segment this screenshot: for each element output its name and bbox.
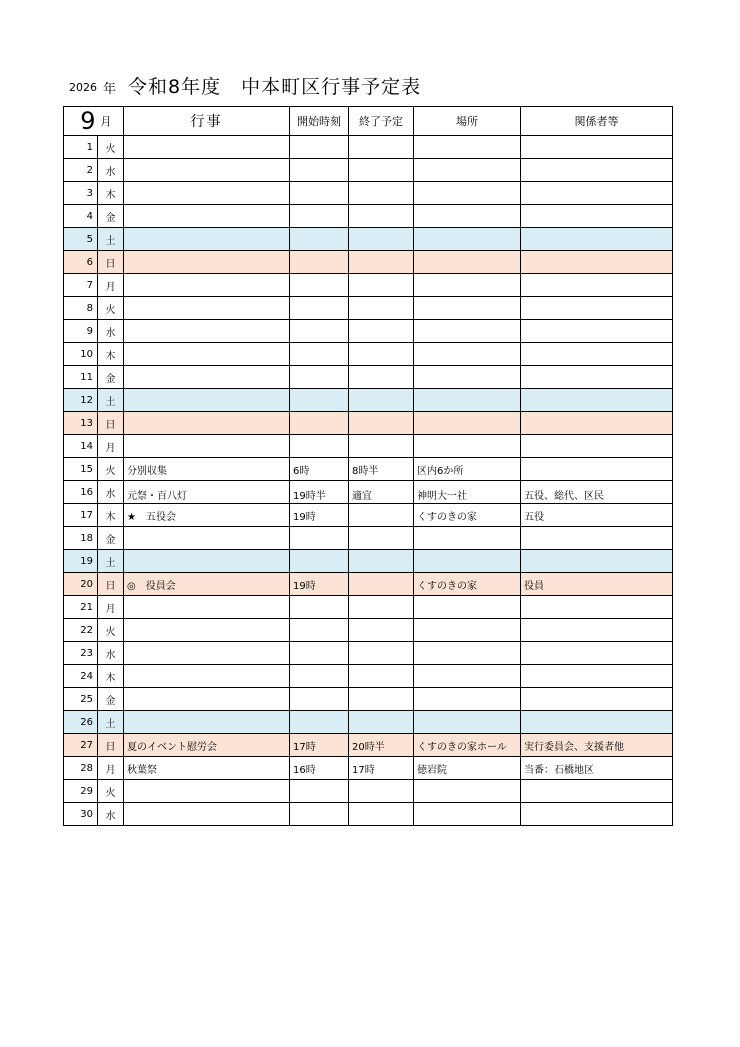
place-cell — [414, 251, 521, 274]
table-row — [64, 573, 673, 596]
people-cell — [521, 458, 673, 481]
table-row — [64, 688, 673, 711]
place-cell — [414, 389, 521, 412]
day-cell: 6 — [64, 251, 98, 274]
place-cell — [414, 274, 521, 297]
month-number: 9 — [64, 107, 98, 136]
people-cell — [521, 412, 673, 435]
place-cell — [414, 665, 521, 688]
event-cell — [124, 389, 290, 412]
column-header-event: 行事 — [124, 107, 290, 136]
people-cell — [521, 711, 673, 734]
people-cell — [521, 274, 673, 297]
event-cell: 元祭・百八灯 — [124, 481, 290, 504]
day-cell: 22 — [64, 619, 98, 642]
start-time-cell — [290, 159, 349, 182]
place-cell — [414, 550, 521, 573]
place-cell — [414, 711, 521, 734]
table-row — [64, 159, 673, 182]
event-cell — [124, 343, 290, 366]
day-cell: 7 — [64, 274, 98, 297]
place-cell — [414, 205, 521, 228]
people-cell: 役員 — [521, 573, 673, 596]
start-time-cell — [290, 803, 349, 826]
end-time-cell — [349, 596, 414, 619]
day-cell: 30 — [64, 803, 98, 826]
place-cell: くすのきの家ホール — [414, 734, 521, 757]
table-row — [64, 527, 673, 550]
weekday-cell: 金 — [98, 205, 124, 228]
day-cell: 11 — [64, 366, 98, 389]
event-cell — [124, 711, 290, 734]
people-cell — [521, 205, 673, 228]
page-title: 令和8年度 中本町区行事予定表 — [128, 76, 422, 98]
title-year: 2026 — [69, 81, 97, 94]
place-cell — [414, 320, 521, 343]
schedule-table — [63, 106, 673, 826]
weekday-cell: 水 — [98, 320, 124, 343]
place-cell — [414, 412, 521, 435]
event-cell — [124, 366, 290, 389]
end-time-cell — [349, 550, 414, 573]
people-cell: 実行委員会、支援者他 — [521, 734, 673, 757]
end-time-cell: 適宜 — [349, 481, 414, 504]
event-cell — [124, 228, 290, 251]
event-cell: 分別収集 — [124, 458, 290, 481]
weekday-cell: 木 — [98, 665, 124, 688]
place-cell — [414, 343, 521, 366]
weekday-cell: 土 — [98, 550, 124, 573]
place-cell — [414, 435, 521, 458]
end-time-cell — [349, 228, 414, 251]
event-cell — [124, 182, 290, 205]
end-time-cell — [349, 642, 414, 665]
weekday-cell: 木 — [98, 182, 124, 205]
people-cell — [521, 803, 673, 826]
table-row — [64, 757, 673, 780]
day-cell: 29 — [64, 780, 98, 803]
weekday-cell: 日 — [98, 251, 124, 274]
people-cell — [521, 159, 673, 182]
table-row — [64, 274, 673, 297]
end-time-cell — [349, 527, 414, 550]
event-cell — [124, 619, 290, 642]
day-cell: 19 — [64, 550, 98, 573]
start-time-cell: 6時 — [290, 458, 349, 481]
header-row — [64, 107, 673, 136]
weekday-cell: 月 — [98, 435, 124, 458]
place-cell — [414, 688, 521, 711]
event-cell — [124, 803, 290, 826]
end-time-cell — [349, 619, 414, 642]
end-time-cell — [349, 274, 414, 297]
event-cell — [124, 665, 290, 688]
end-time-cell — [349, 320, 414, 343]
start-time-cell — [290, 527, 349, 550]
table-row — [64, 182, 673, 205]
weekday-cell: 金 — [98, 688, 124, 711]
event-cell — [124, 527, 290, 550]
event-cell — [124, 642, 290, 665]
event-cell — [124, 251, 290, 274]
event-cell — [124, 320, 290, 343]
end-time-cell — [349, 780, 414, 803]
people-cell — [521, 435, 673, 458]
weekday-cell: 火 — [98, 297, 124, 320]
title-year-suffix: 年 — [103, 82, 117, 97]
people-cell — [521, 228, 673, 251]
day-cell: 8 — [64, 297, 98, 320]
end-time-cell — [349, 159, 414, 182]
weekday-cell: 月 — [98, 596, 124, 619]
table-row — [64, 205, 673, 228]
weekday-cell: 火 — [98, 458, 124, 481]
event-cell — [124, 274, 290, 297]
place-cell — [414, 228, 521, 251]
place-cell — [414, 619, 521, 642]
place-cell — [414, 596, 521, 619]
weekday-cell: 金 — [98, 366, 124, 389]
start-time-cell — [290, 297, 349, 320]
end-time-cell — [349, 182, 414, 205]
table-row — [64, 343, 673, 366]
weekday-cell: 水 — [98, 159, 124, 182]
weekday-cell: 土 — [98, 711, 124, 734]
day-cell: 18 — [64, 527, 98, 550]
table-row — [64, 504, 673, 527]
day-cell: 13 — [64, 412, 98, 435]
end-time-cell — [349, 711, 414, 734]
table-row — [64, 803, 673, 826]
end-time-cell — [349, 803, 414, 826]
page-header — [65, 72, 675, 102]
event-cell — [124, 159, 290, 182]
weekday-cell: 木 — [98, 343, 124, 366]
start-time-cell — [290, 619, 349, 642]
end-time-cell: 17時 — [349, 757, 414, 780]
table-row — [64, 665, 673, 688]
weekday-cell: 水 — [98, 642, 124, 665]
event-cell — [124, 136, 290, 159]
people-cell — [521, 297, 673, 320]
end-time-cell — [349, 297, 414, 320]
weekday-cell: 火 — [98, 780, 124, 803]
column-header-start: 開始時刻 — [290, 107, 349, 136]
start-time-cell — [290, 688, 349, 711]
weekday-cell: 火 — [98, 136, 124, 159]
event-cell — [124, 412, 290, 435]
weekday-cell: 日 — [98, 734, 124, 757]
event-cell — [124, 688, 290, 711]
people-cell — [521, 366, 673, 389]
column-header-end: 終了予定 — [349, 107, 414, 136]
start-time-cell — [290, 550, 349, 573]
people-cell — [521, 596, 673, 619]
place-cell — [414, 159, 521, 182]
weekday-cell: 月 — [98, 274, 124, 297]
event-cell — [124, 596, 290, 619]
start-time-cell — [290, 205, 349, 228]
people-cell — [521, 389, 673, 412]
start-time-cell — [290, 228, 349, 251]
weekday-cell: 日 — [98, 573, 124, 596]
end-time-cell — [349, 665, 414, 688]
day-cell: 17 — [64, 504, 98, 527]
end-time-cell — [349, 504, 414, 527]
start-time-cell — [290, 251, 349, 274]
event-cell: 夏のイベント慰労会 — [124, 734, 290, 757]
end-time-cell — [349, 412, 414, 435]
day-cell: 12 — [64, 389, 98, 412]
start-time-cell — [290, 435, 349, 458]
table-row — [64, 435, 673, 458]
table-row — [64, 780, 673, 803]
table-row — [64, 642, 673, 665]
people-cell — [521, 182, 673, 205]
weekday-cell: 金 — [98, 527, 124, 550]
start-time-cell — [290, 412, 349, 435]
place-cell — [414, 366, 521, 389]
people-cell — [521, 642, 673, 665]
start-time-cell — [290, 136, 349, 159]
day-cell: 14 — [64, 435, 98, 458]
event-cell — [124, 297, 290, 320]
table-row — [64, 297, 673, 320]
table-row — [64, 389, 673, 412]
day-cell: 1 — [64, 136, 98, 159]
weekday-cell: 火 — [98, 619, 124, 642]
day-cell: 2 — [64, 159, 98, 182]
people-cell — [521, 780, 673, 803]
start-time-cell: 16時 — [290, 757, 349, 780]
start-time-cell — [290, 780, 349, 803]
start-time-cell — [290, 366, 349, 389]
event-cell: 秋葉祭 — [124, 757, 290, 780]
start-time-cell — [290, 711, 349, 734]
table-row — [64, 320, 673, 343]
event-cell — [124, 780, 290, 803]
table-row — [64, 550, 673, 573]
column-header-people: 関係者等 — [521, 107, 673, 136]
day-cell: 5 — [64, 228, 98, 251]
table-row — [64, 458, 673, 481]
event-cell: ★ 五役会 — [124, 504, 290, 527]
people-cell — [521, 343, 673, 366]
place-cell — [414, 642, 521, 665]
event-cell — [124, 435, 290, 458]
weekday-cell: 土 — [98, 389, 124, 412]
table-row — [64, 711, 673, 734]
place-cell — [414, 527, 521, 550]
start-time-cell — [290, 320, 349, 343]
people-cell — [521, 251, 673, 274]
start-time-cell — [290, 182, 349, 205]
place-cell: くすのきの家 — [414, 504, 521, 527]
people-cell: 五役、総代、区民 — [521, 481, 673, 504]
end-time-cell — [349, 435, 414, 458]
end-time-cell — [349, 343, 414, 366]
end-time-cell — [349, 389, 414, 412]
start-time-cell: 19時半 — [290, 481, 349, 504]
event-cell: ◎ 役員会 — [124, 573, 290, 596]
start-time-cell — [290, 343, 349, 366]
end-time-cell — [349, 688, 414, 711]
day-cell: 16 — [64, 481, 98, 504]
table-row — [64, 596, 673, 619]
start-time-cell: 17時 — [290, 734, 349, 757]
end-time-cell — [349, 366, 414, 389]
end-time-cell: 20時半 — [349, 734, 414, 757]
weekday-cell: 水 — [98, 803, 124, 826]
start-time-cell: 19時 — [290, 573, 349, 596]
start-time-cell — [290, 389, 349, 412]
table-row — [64, 251, 673, 274]
start-time-cell: 19時 — [290, 504, 349, 527]
day-cell: 28 — [64, 757, 98, 780]
weekday-cell: 土 — [98, 228, 124, 251]
people-cell — [521, 136, 673, 159]
end-time-cell — [349, 205, 414, 228]
day-cell: 23 — [64, 642, 98, 665]
place-cell: 区内6か所 — [414, 458, 521, 481]
place-cell — [414, 780, 521, 803]
start-time-cell — [290, 665, 349, 688]
day-cell: 3 — [64, 182, 98, 205]
day-cell: 15 — [64, 458, 98, 481]
people-cell: 五役 — [521, 504, 673, 527]
table-row — [64, 228, 673, 251]
start-time-cell — [290, 596, 349, 619]
place-cell — [414, 297, 521, 320]
people-cell — [521, 527, 673, 550]
weekday-cell: 木 — [98, 504, 124, 527]
start-time-cell — [290, 274, 349, 297]
event-cell — [124, 205, 290, 228]
place-cell — [414, 182, 521, 205]
end-time-cell — [349, 136, 414, 159]
day-cell: 9 — [64, 320, 98, 343]
people-cell — [521, 550, 673, 573]
table-row — [64, 136, 673, 159]
day-cell: 26 — [64, 711, 98, 734]
table-row — [64, 619, 673, 642]
end-time-cell: 8時半 — [349, 458, 414, 481]
people-cell — [521, 320, 673, 343]
event-cell — [124, 550, 290, 573]
schedule-body — [64, 107, 673, 826]
table-row — [64, 366, 673, 389]
table-row — [64, 734, 673, 757]
end-time-cell — [349, 251, 414, 274]
weekday-cell: 日 — [98, 412, 124, 435]
table-row — [64, 412, 673, 435]
day-cell: 4 — [64, 205, 98, 228]
people-cell — [521, 619, 673, 642]
place-cell: くすのきの家 — [414, 573, 521, 596]
day-cell: 27 — [64, 734, 98, 757]
people-cell: 当番：石橋地区 — [521, 757, 673, 780]
day-cell: 25 — [64, 688, 98, 711]
day-cell: 10 — [64, 343, 98, 366]
month-label: 月 — [98, 107, 124, 136]
day-cell: 24 — [64, 665, 98, 688]
place-cell — [414, 803, 521, 826]
table-row — [64, 481, 673, 504]
people-cell — [521, 688, 673, 711]
weekday-cell: 月 — [98, 757, 124, 780]
column-header-place: 場所 — [414, 107, 521, 136]
start-time-cell — [290, 642, 349, 665]
day-cell: 20 — [64, 573, 98, 596]
place-cell — [414, 136, 521, 159]
end-time-cell — [349, 573, 414, 596]
day-cell: 21 — [64, 596, 98, 619]
place-cell: 神明大一社 — [414, 481, 521, 504]
weekday-cell: 水 — [98, 481, 124, 504]
place-cell: 徳岩院 — [414, 757, 521, 780]
people-cell — [521, 665, 673, 688]
